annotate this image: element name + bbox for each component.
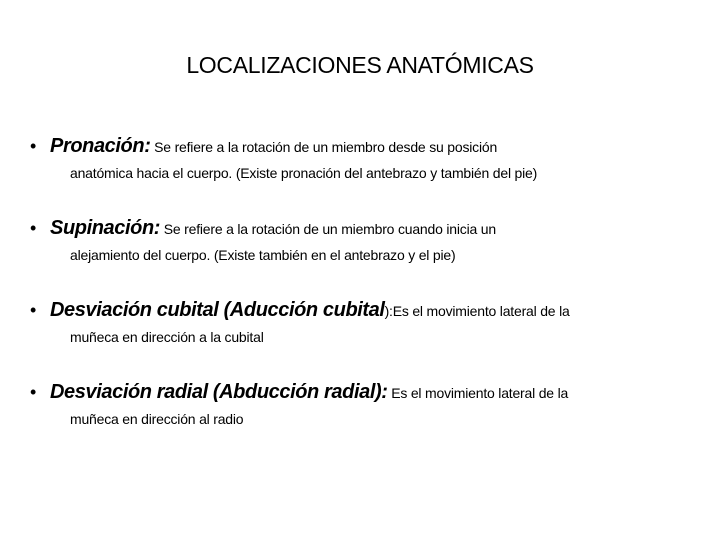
description: Es el movimiento lateral de la xyxy=(387,385,569,401)
description-continued: muñeca en dirección al radio xyxy=(70,411,244,427)
term: Pronación: xyxy=(50,135,151,157)
bullet-icon: • xyxy=(30,218,37,238)
list-item-pronacion xyxy=(30,132,710,183)
description: ):Es el movimiento lateral de la xyxy=(384,303,570,319)
bullet-icon: • xyxy=(30,382,37,402)
description-continued: alejamiento del cuerpo. (Existe también en el antebrazo y el pie) xyxy=(70,247,456,263)
description-continued: anatómica hacia el cuerpo. (Existe pronación del antebrazo y también del pie) xyxy=(70,165,538,181)
list-item-desviacion-radial xyxy=(30,378,710,429)
description: Se refiere a la rotación de un miembro desde su posición xyxy=(150,139,498,155)
list-item-desviacion-cubital xyxy=(30,296,710,347)
term: Desviación cubital (Aducción cubital xyxy=(50,299,385,321)
list-item-supinacion xyxy=(30,214,710,265)
description-continued: muñeca en dirección a la cubital xyxy=(70,329,264,345)
bullet-icon: • xyxy=(30,136,37,156)
slide-title: LOCALIZACIONES ANATÓMICAS xyxy=(186,52,534,78)
term: Desviación radial (Abducción radial): xyxy=(50,381,388,403)
bullet-icon: • xyxy=(30,300,37,320)
description: Se refiere a la rotación de un miembro cuando inicia un xyxy=(160,221,496,237)
term: Supinación: xyxy=(50,217,161,239)
